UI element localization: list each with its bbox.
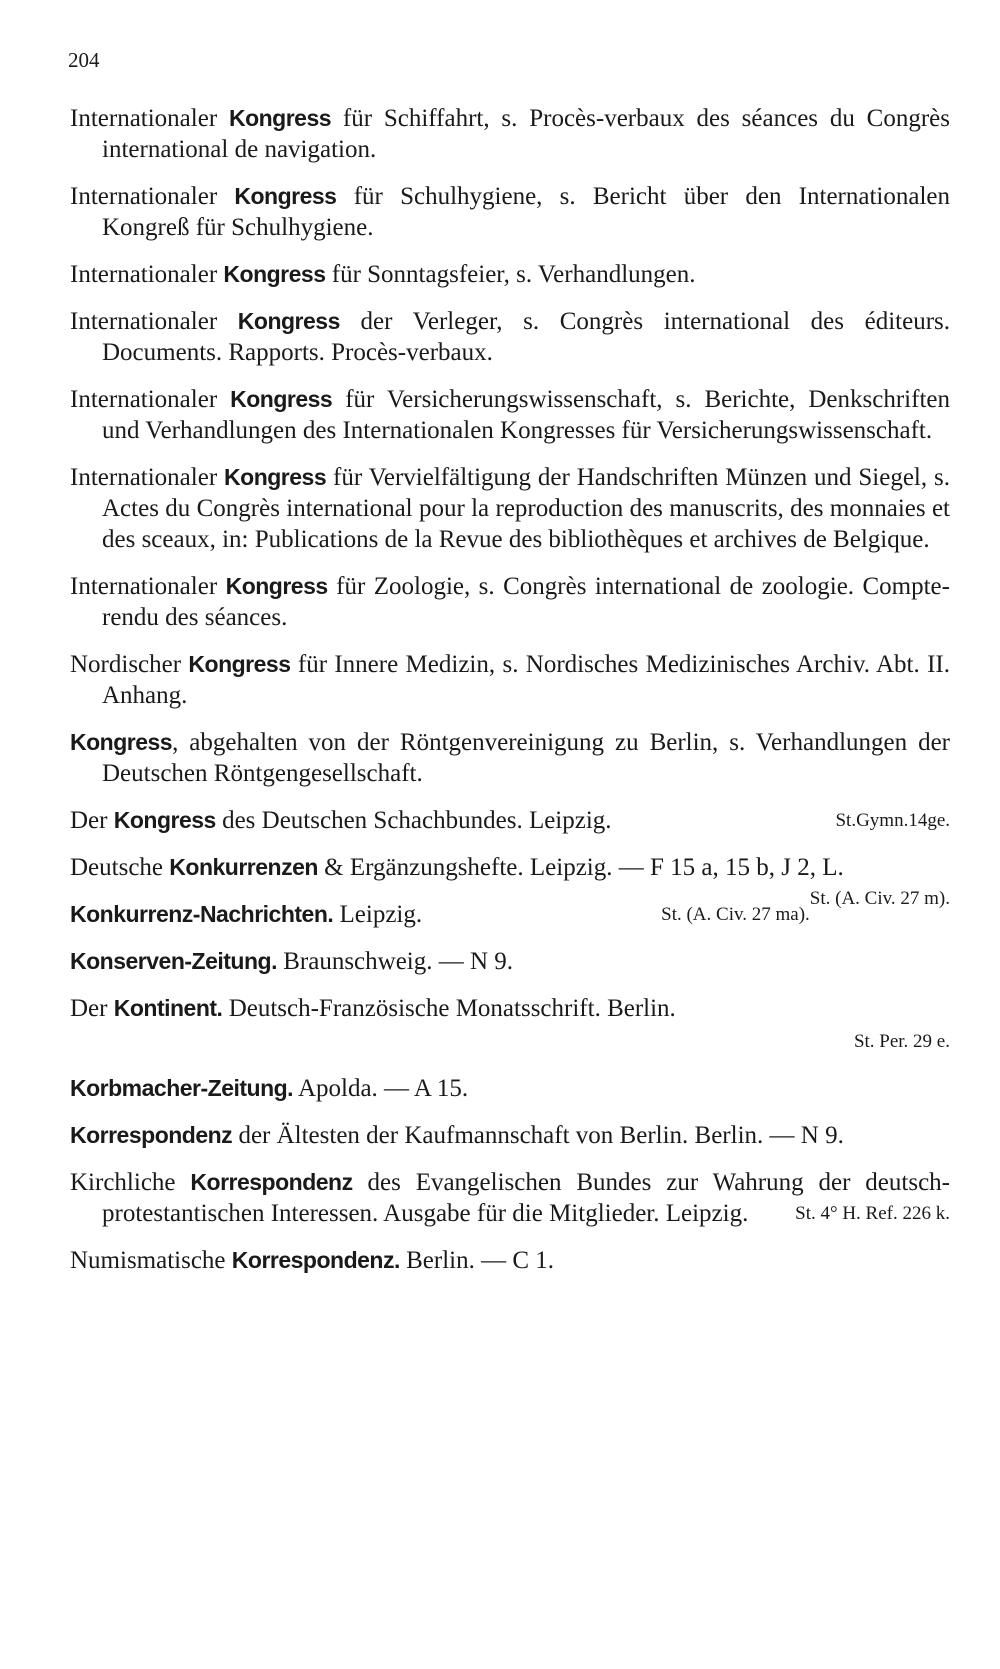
entry-text: des Deutschen Schachbundes. Leipzig. — [215, 807, 612, 834]
entry-prefix: Deutsche — [70, 854, 170, 881]
entry-keyword: Kongress — [230, 386, 333, 412]
entry-deutsche-konkurrenzen — [70, 852, 950, 909]
entry-keyword: Korrespondenz — [190, 1169, 353, 1195]
entry-text: Deutsch-Französische Monatsschrift. Berlin. — [222, 995, 676, 1022]
entry-numismatische-korrespondenz — [70, 1245, 950, 1276]
entry-prefix: Internationaler — [70, 573, 226, 600]
entry-prefix: Internationaler — [70, 183, 235, 210]
page-number: 204 — [68, 48, 100, 72]
entry-list — [70, 103, 950, 1292]
entry-kongress-vervielfaeltigung — [70, 462, 950, 555]
entry-prefix: Nordischer — [70, 651, 189, 678]
entry-text: für Zoologie, s. Congrès international de zoologie. Compte-rendu des séances. — [102, 573, 950, 631]
entry-text: für Innere Medizin, s. Nordisches Medizinisches Archiv. Abt. II. Anhang. — [102, 651, 950, 709]
entry-kongress-schiffahrt — [70, 103, 950, 165]
entry-keyword: Kongress — [224, 464, 327, 490]
entry-text: für Sonntagsfeier, s. Verhandlungen. — [325, 261, 696, 288]
entry-keyword: Kongress — [223, 261, 326, 287]
entry-kongress-schachbund — [70, 805, 950, 836]
entry-keyword: Konserven-Zeitung. — [70, 948, 277, 974]
entry-text: Berlin. — C 1. — [399, 1247, 555, 1274]
entry-keyword: Kongress — [225, 573, 328, 599]
shelfmark: St. 4° H. Ref. 226 k. — [795, 1203, 950, 1224]
shelfmark: St. Per. 29 e. — [853, 1031, 950, 1052]
entry-keyword: Korbmacher-Zeitung. — [70, 1075, 294, 1101]
entry-kongress-versicherungswissenschaft — [70, 384, 950, 446]
entry-text: der Verleger, s. Congrès international des éditeurs. Documents. Rapports. Procès-verbaux. — [102, 308, 950, 366]
entry-prefix: Kirchliche — [70, 1169, 191, 1196]
entry-kongress-sonntagsfeier — [70, 259, 950, 290]
entry-keyword: Korrespondenz. — [231, 1247, 400, 1273]
entry-text: & Ergänzungshefte. Leipzig. — F 15 a, 15 b, J 2, L. — [317, 854, 844, 881]
entry-kirchliche-korrespondenz — [70, 1167, 950, 1229]
entry-keyword: Kongress — [70, 729, 173, 755]
entry-keyword: Kongress — [234, 183, 337, 209]
entry-text: des Evangelischen Bundes zur Wahrung der deutsch-protestantischen Interessen. Ausgabe für die Mitglieder. Leipzig. — [102, 1169, 951, 1227]
entry-keyword: Kongress — [228, 105, 332, 131]
entry-keyword: Konkurrenzen — [169, 854, 318, 880]
entry-text: für Schiffahrt, s. Procès-verbaux des séances du Congrès international de navigation. — [102, 105, 950, 163]
entry-korrespondenz-kaufmannschaft — [70, 1120, 950, 1151]
entry-kongress-roentgen — [70, 727, 950, 789]
entry-keyword: Kongress — [188, 651, 291, 677]
entry-prefix: Der — [70, 807, 114, 834]
entry-prefix: Internationaler — [70, 261, 224, 288]
entry-prefix: Internationaler — [70, 386, 231, 413]
entry-text: für Schulhygiene, s. Bericht über den Internationalen Kongreß für Schulhygiene. — [102, 183, 950, 241]
entry-text: der Ältesten der Kaufmannschaft von Berlin. Berlin. — N 9. — [232, 1122, 844, 1149]
entry-text: für Versicherungswissenschaft, s. Berichte, Denkschriften und Verhandlungen des Internationalen Kongresses für Versicherungswissenschaft. — [102, 386, 950, 444]
entry-kongress-zoologie — [70, 571, 950, 633]
entry-prefix: Internationaler — [70, 308, 238, 335]
entry-text: für Vervielfältigung der Handschriften Münzen und Siegel, s. Actes du Congrès international pour la reproduction des manuscrits, des monnaies et des sceaux, in: Publications de la Revue des bibliothèques et archives de Belgique. — [102, 464, 950, 553]
shelfmark: St. (A. Civ. 27 ma). — [661, 904, 810, 925]
entry-keyword: Korrespondenz — [70, 1122, 233, 1148]
entry-prefix: Internationaler — [70, 105, 229, 132]
entry-text: Leipzig. — [333, 901, 423, 928]
entry-nordischer-kongress — [70, 649, 950, 711]
entry-text: , abgehalten von der Röntgenvereinigung zu Berlin, s. Verhandlungen der Deutschen Röntgengesellschaft. — [102, 729, 950, 787]
entry-kontinent — [70, 993, 950, 1057]
shelfmark: St. (A. Civ. 27 m). — [809, 888, 950, 909]
entry-konserven-zeitung — [70, 946, 950, 977]
entry-korbmacher-zeitung — [70, 1073, 950, 1104]
entry-prefix: Der — [70, 995, 114, 1022]
entry-keyword: Konkurrenz-Nachrichten. — [70, 901, 334, 927]
entry-text: Apolda. — A 15. — [293, 1075, 469, 1102]
entry-kongress-verleger — [70, 306, 950, 368]
shelfmark: St.Gymn.14ge. — [835, 810, 950, 831]
entry-prefix: Numismatische — [70, 1247, 232, 1274]
entry-text: Braunschweig. — N 9. — [276, 948, 514, 975]
entry-keyword: Kontinent. — [113, 995, 223, 1021]
entry-keyword: Kongress — [113, 807, 216, 833]
entry-keyword: Kongress — [237, 308, 340, 334]
entry-kongress-schulhygiene — [70, 181, 950, 243]
entry-prefix: Internationaler — [70, 464, 225, 491]
